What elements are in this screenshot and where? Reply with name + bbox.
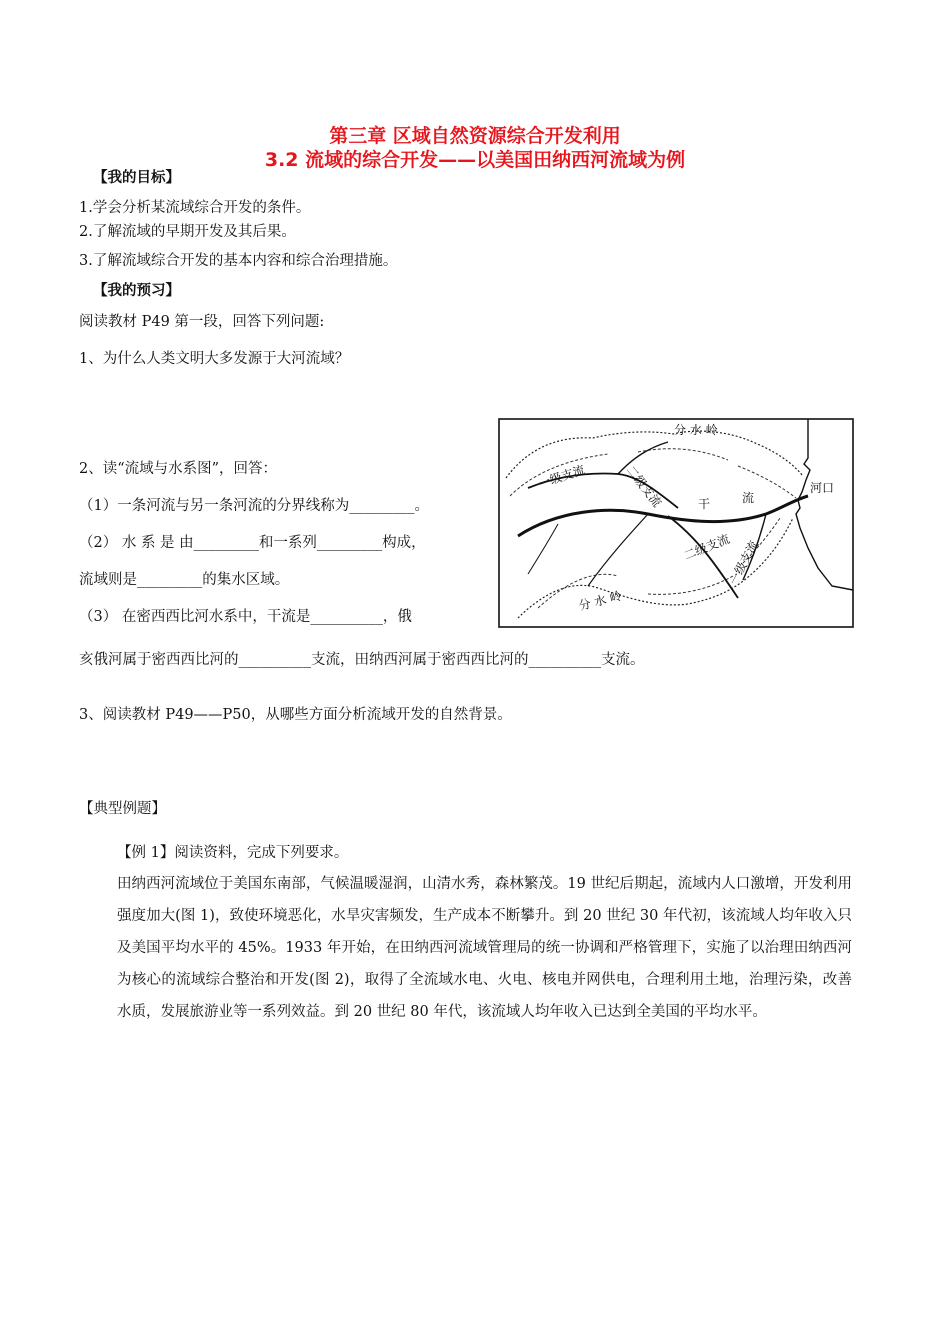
- watershed-map: [498, 418, 854, 628]
- example-heading: 【典型例题】: [79, 801, 166, 817]
- goals-heading: 【我的目标】: [93, 169, 180, 186]
- first-branch-top-label: 一级支流: [536, 462, 587, 491]
- preview-heading: 【我的预习】: [93, 282, 180, 299]
- main-river-label-2: 流: [742, 491, 755, 505]
- question-2-2-cont: 流域则是_________的集水区域。: [79, 572, 290, 588]
- question-3: 3、阅读教材 P49——P50，从哪些方面分析流域开发的自然背景。: [79, 707, 512, 723]
- estuary-label: 河口: [810, 481, 835, 495]
- goal-item: 3.了解流域综合开发的基本内容和综合治理措施。: [79, 253, 398, 269]
- second-branch-top-label: 二级支流: [623, 463, 665, 510]
- question-2-1: （1）一条河流与另一条河流的分界线称为_________。: [79, 498, 429, 514]
- question-2-3: （3） 在密西西比河水系中，干流是__________，俄: [79, 609, 412, 625]
- second-branch-bottom-label: 二级支流: [681, 531, 732, 563]
- question-2-2: （2） 水 系 是 由_________和一系列_________构成，: [79, 535, 426, 551]
- example-label: 【例 1】阅读资料，完成下列要求。: [117, 845, 349, 861]
- question-1: 1、为什么人类文明大多发源于大河流域？: [79, 351, 350, 367]
- section-title: 3.2 流域的综合开发——以美国田纳西河流域为例: [264, 149, 686, 171]
- main-river-label-1: 干: [698, 497, 711, 511]
- question-2: 2、读“流域与水系图”，回答：: [79, 461, 278, 477]
- preview-intro: 阅读教材 P49 第一段，回答下列问题:: [79, 314, 325, 330]
- divide-top-label: 分 水 岭: [674, 423, 718, 437]
- divide-bottom-label: 分 水 岭: [577, 588, 624, 613]
- example-text: 田纳西河流域位于美国东南部，气候温暖湿润，山清水秀，森林繁茂。19 世纪后期起，流域内人口激增，开发利用强度加大(图 1)，致使环境恶化，水旱灾害频发，生产成本不断攀升。到 20 世纪 30 年代初，该流域人均年收入只及美国平均水平的 45%。1933 年开始，在田纳西河流域管理局的统一协调和严格管理下，实施了以治理田纳西河为核心的流域综合整治和开发(图 2)，取得了全流域水电、火电、核电并网供电，合理利用土地，治理污染，改善水质，发展旅游业等一系列效益。到 20 世纪 80 年代，该流域人均年收入已达到全美国的平均水平。: [117, 876, 852, 1020]
- goal-item: 2.了解流域的早期开发及其后果。: [79, 224, 296, 240]
- chapter-title: 第三章 区域自然资源综合开发利用: [329, 125, 621, 147]
- first-branch-bottom-label: 一级支流: [726, 538, 762, 588]
- question-2-3-cont: 亥俄河属于密西西比河的__________支流，田纳西河属于密西西比河的__________支流。: [79, 652, 645, 668]
- goal-item: 1.学会分析某流域综合开发的条件。: [79, 200, 311, 216]
